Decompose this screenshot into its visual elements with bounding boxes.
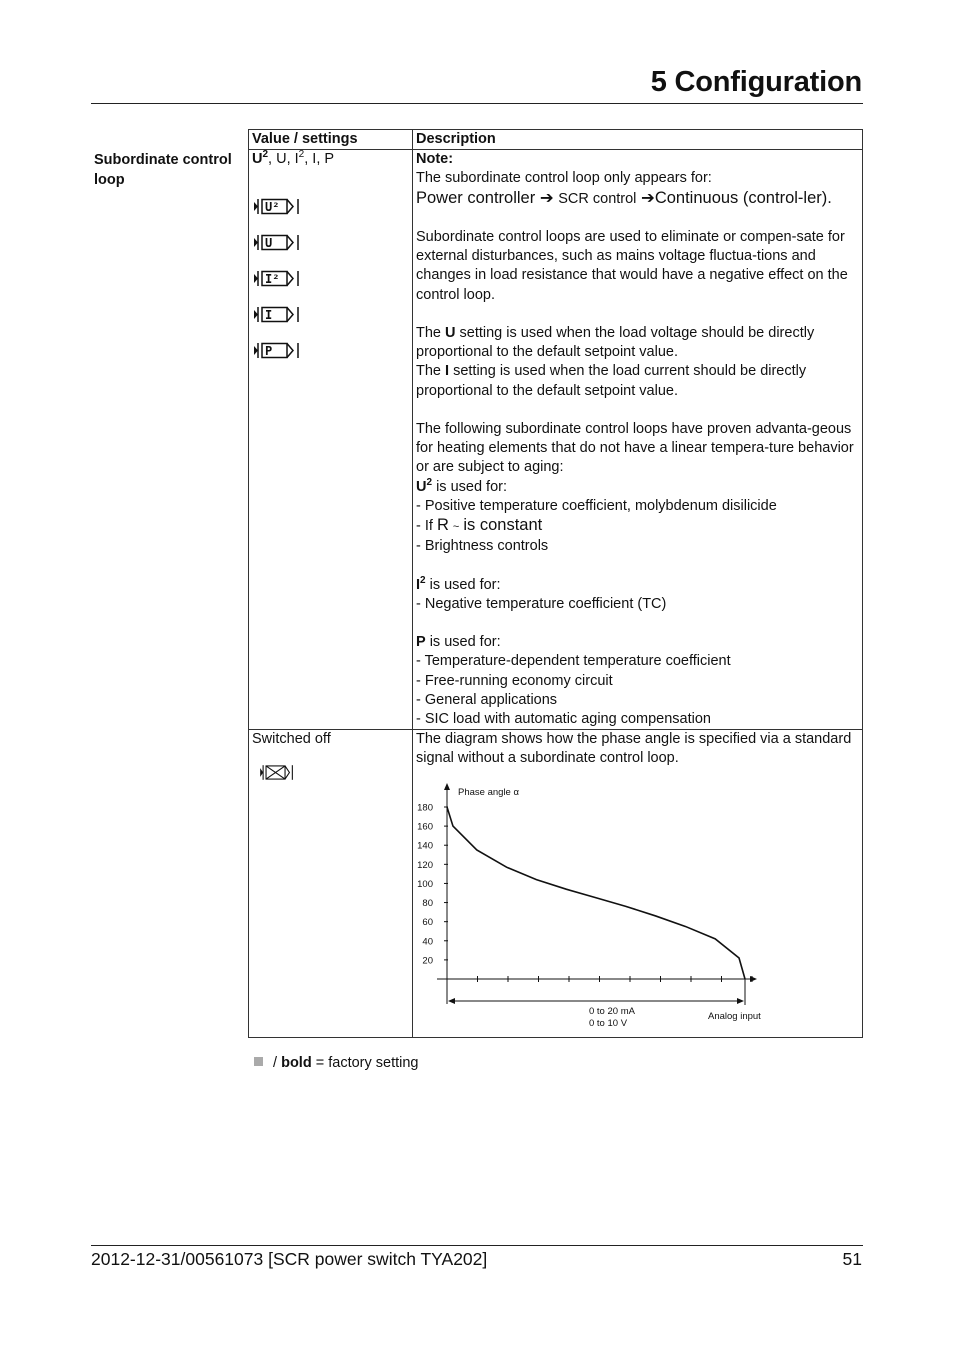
icon-label: I² <box>265 272 280 287</box>
icon-label: P <box>265 344 273 359</box>
y-tick-label: 80 <box>422 897 433 909</box>
p-heading: P is used for: <box>416 634 501 651</box>
values-cell <box>249 150 413 730</box>
u-setting-text: The U setting is used when the load voltage should be directly proportional to the default setpoint value. <box>416 325 815 361</box>
y-tick-label: 40 <box>422 935 433 947</box>
table-row <box>249 730 863 1038</box>
i-squared-icon <box>252 269 302 288</box>
header-rule <box>91 103 863 104</box>
x-axis-arrow-icon <box>750 976 757 982</box>
y-tick-label: 160 <box>417 821 433 833</box>
table-row <box>249 150 863 730</box>
y-tick-label: 120 <box>417 859 433 871</box>
list-item: - SIC load with automatic aging compensation <box>416 711 711 728</box>
range-arrow-right-icon <box>737 998 744 1004</box>
phase-angle-chart <box>413 777 859 1037</box>
x-range-label: 0 to 10 V <box>589 1017 628 1029</box>
list-item: - Brightness controls <box>416 538 549 555</box>
i-icon <box>252 305 302 324</box>
description-cell <box>413 150 863 730</box>
u-icon <box>252 233 302 252</box>
values-list: $U^2$, U, $I^2$, I, P <box>252 149 335 168</box>
y-tick-label: 180 <box>417 802 433 814</box>
y-axis-title: Phase angle α <box>458 786 519 798</box>
chapter-title: 5 Configuration <box>650 66 862 98</box>
switched-off-icon <box>252 763 302 782</box>
description-paragraph: The following subordinate control loops have proven advanta-geous for heating elements that do not have a linear tempera-ture behavior or are subject to aging: <box>416 421 854 476</box>
list-item: - General applications <box>416 691 558 708</box>
list-item: - If R ~ is constant <box>416 516 543 535</box>
parameter-label: Subordinate control loop <box>94 152 232 188</box>
list-item: - Temperature-dependent temperature coefficient <box>416 653 731 670</box>
note-label: Note: <box>416 151 454 168</box>
factory-setting-legend: / bold = factory setting <box>254 1055 419 1071</box>
footer-rule <box>91 1245 863 1246</box>
description-cell <box>413 730 863 1038</box>
note-text: The subordinate control loop only appears for: <box>416 170 712 187</box>
y-tick-label: 20 <box>422 955 433 967</box>
range-arrow-left-icon <box>448 998 455 1004</box>
arrow-right-icon: ➔ <box>539 188 554 207</box>
y-axis-arrow-icon <box>444 783 450 790</box>
icon-label: U² <box>265 200 280 215</box>
x-axis-title: Analog input <box>708 1010 761 1022</box>
parameter-table <box>248 129 863 1038</box>
icon-stack <box>252 197 409 360</box>
menu-path: Power controller ➔ SCR control ➔Continuous (control-ler). <box>416 188 832 207</box>
i-setting-text: The I setting is used when the load current should be directly proportional to the default setpoint value. <box>416 363 807 399</box>
u2-heading: $U^2$ is used for: <box>416 476 507 495</box>
u-squared-icon <box>252 197 302 216</box>
y-tick-label: 100 <box>417 878 433 890</box>
values-cell <box>249 730 413 1038</box>
y-tick-label: 60 <box>422 916 433 928</box>
factory-setting-square-icon <box>254 1057 263 1066</box>
x-range-label: 0 to 20 mA <box>589 1005 635 1017</box>
column-header-value: Value / settings <box>249 130 413 150</box>
p-icon <box>252 341 302 360</box>
icon-label: I <box>265 308 273 323</box>
list-item: - Free-running economy circuit <box>416 672 613 689</box>
phase-angle-curve <box>447 807 745 979</box>
description-paragraph: Subordinate control loops are used to eliminate or compen-sate for external disturbances, such as mains voltage fluctua-tions and changes in load resistance that would have a negative effect on the control loop. <box>416 229 848 303</box>
switched-off-value: Switched off <box>252 731 331 748</box>
arrow-right-icon: ➔ <box>641 188 655 207</box>
y-tick-label: 140 <box>417 840 433 852</box>
list-item: - Positive temperature coefficient, molybdenum disilicide <box>416 497 777 514</box>
list-item: - Negative temperature coefficient (TC) <box>416 595 667 612</box>
page-number: 51 <box>842 1249 862 1269</box>
i2-heading: $I^2$ is used for: <box>416 574 501 593</box>
diagram-description: The diagram shows how the phase angle is specified via a standard signal without a subordinate control loop. <box>416 731 852 767</box>
icon-label: U <box>265 236 273 251</box>
document-id: 2012-12-31/00561073 [SCR power switch TYA202] <box>91 1249 488 1269</box>
phase-angle-chart-svg <box>413 777 863 1031</box>
column-header-description: Description <box>413 130 863 150</box>
